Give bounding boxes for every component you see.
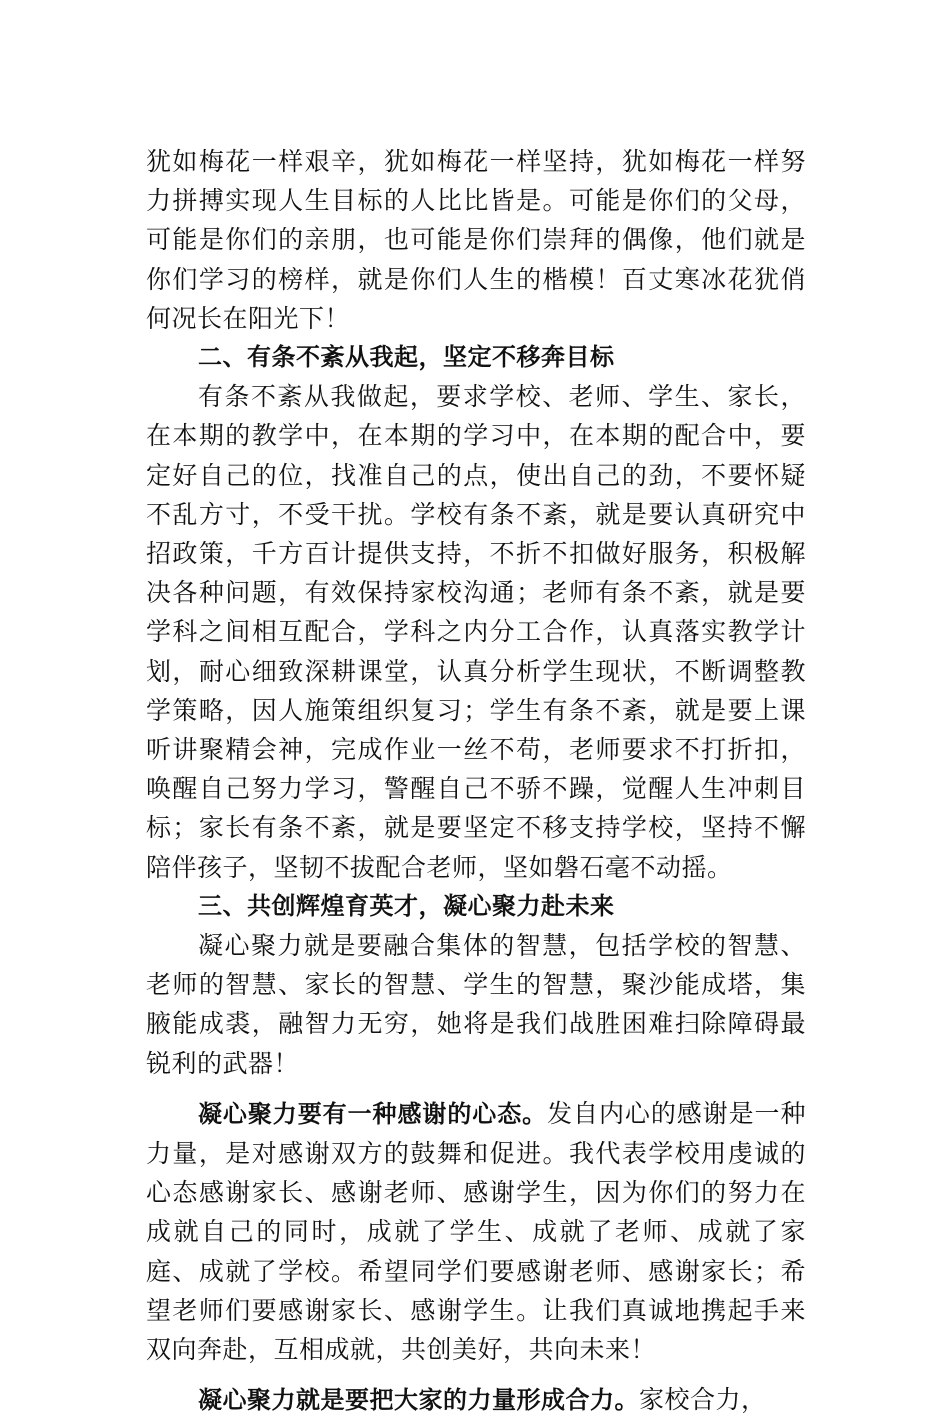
section-heading-two: 二、有条不紊从我起，坚定不移奔目标 bbox=[198, 343, 615, 372]
paragraph-joint-force bbox=[146, 1380, 806, 1420]
paragraph-joint-force-lead: 凝心聚力就是要把大家的力量形成合力。 bbox=[198, 1386, 639, 1415]
paragraph-gratitude-lead: 凝心聚力要有一种感谢的心态。 bbox=[198, 1099, 548, 1128]
paragraph-gratitude bbox=[146, 1094, 806, 1369]
paragraph-plum-blossom: 犹如梅花一样艰辛，犹如梅花一样坚持，犹如梅花一样努力拼搏实现人生目标的人比比皆是。可能是你们的父母，可能是你们的亲朋，也可能是你们崇拜的偶像，他们就是你们学习的榜样，就是你们人生的楷模！百丈寒冰花犹俏何况长在阳光下！ bbox=[146, 147, 806, 333]
section-heading-three: 三、共创辉煌育英才，凝心聚力赴未来 bbox=[198, 891, 615, 920]
document-page bbox=[146, 142, 806, 1421]
paragraph-joint-force-body: 家校合力， bbox=[639, 1385, 767, 1415]
paragraph-orderly: 有条不紊从我做起，要求学校、老师、学生、家长，在本期的教学中，在本期的学习中，在本期的配合中，要定好自己的位，找准自己的点，使出自己的劲，不要怀疑不乱方寸，不受干扰。学校有条不紊，就是要认真研究中招政策，千方百计提供支持，不折不扣做好服务，积极解决各种问题，有效保持家校沟通；老师有条不紊，就是要学科之间相互配合，学科之内分工合作，认真落实教学计划，耐心细致深耕课堂，认真分析学生现状，不断调整教学策略，因人施策组织复习；学生有条不紊，就是要上课听讲聚精会神，完成作业一丝不苟，老师要求不打折扣，唤醒自己努力学习，警醒自己不骄不躁，觉醒人生冲刺目标；家长有条不紊，就是要坚定不移支持学校，坚持不懈陪伴孩子，坚韧不拔配合老师，坚如磐石毫不动摇。 bbox=[146, 382, 806, 882]
paragraph-gratitude-body: 发自内心的感谢是一种力量，是对感谢双方的鼓舞和促进。我代表学校用虔诚的心态感谢家长、感谢老师、感谢学生，因为你们的努力在成就自己的同时，成就了学生、成就了老师、成就了家庭、成就了学校。希望同学们要感谢老师、感谢家长；希望老师们要感谢家长、感谢学生。让我们真诚地携起手来双向奔赴，互相成就，共创美好，共向未来！ bbox=[146, 1098, 806, 1365]
paragraph-wisdom: 凝心聚力就是要融合集体的智慧，包括学校的智慧、老师的智慧、家长的智慧、学生的智慧，聚沙能成塔，集腋能成裘，融智力无穷，她将是我们战胜困难扫除障碍最锐利的武器！ bbox=[146, 931, 806, 1078]
